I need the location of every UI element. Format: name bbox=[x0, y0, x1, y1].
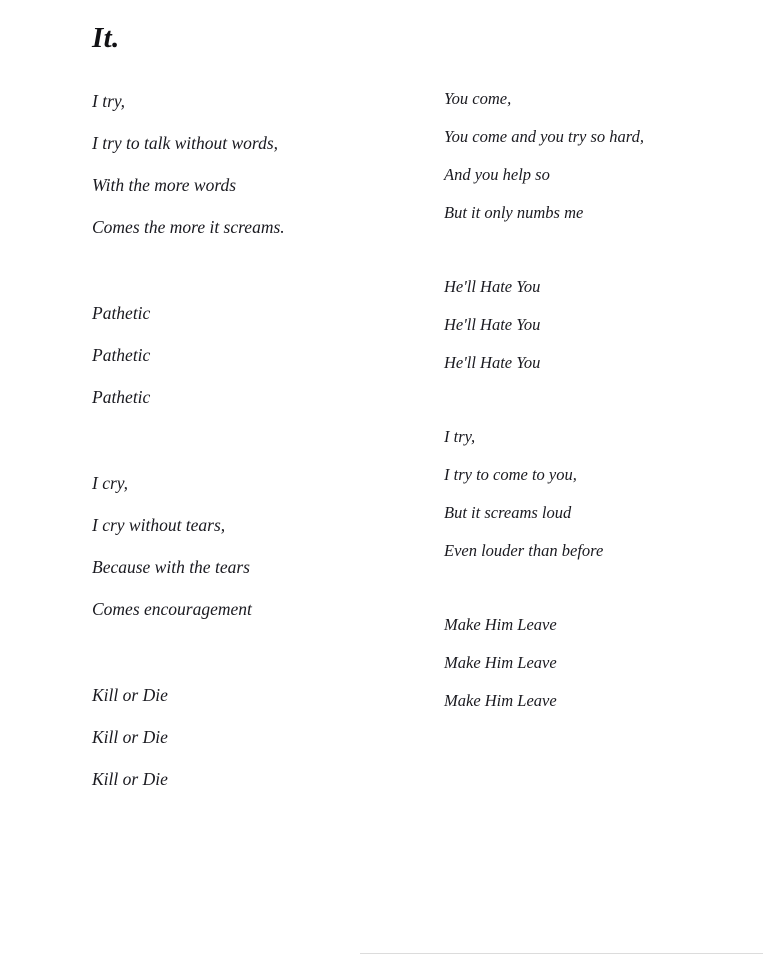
poem-line: Make Him Leave bbox=[444, 615, 557, 634]
stanza bbox=[444, 418, 744, 570]
poem-line: Pathetic bbox=[92, 345, 151, 365]
right-column bbox=[444, 80, 744, 756]
poem-line: I cry without tears, bbox=[92, 515, 226, 535]
stanza bbox=[92, 292, 422, 418]
poem-line: Even louder than before bbox=[444, 541, 604, 560]
poem-line: Comes the more it screams. bbox=[92, 217, 285, 237]
stanza bbox=[92, 80, 422, 248]
poem-line: Because with the tears bbox=[92, 557, 250, 577]
poem-line: Make Him Leave bbox=[444, 653, 557, 672]
poem-line: Make Him Leave bbox=[444, 691, 557, 710]
stanza bbox=[92, 674, 422, 800]
page-divider bbox=[360, 953, 763, 954]
stanza bbox=[444, 606, 744, 720]
stanza bbox=[92, 462, 422, 630]
poem-line: Kill or Die bbox=[92, 685, 168, 705]
poem-line: I cry, bbox=[92, 473, 128, 493]
page-title: It. bbox=[92, 22, 120, 54]
stanza bbox=[444, 268, 744, 382]
stanza bbox=[444, 80, 744, 232]
poem-line: Pathetic bbox=[92, 303, 151, 323]
poem-line: But it screams loud bbox=[444, 503, 572, 522]
poem-line: And you help so bbox=[444, 165, 550, 184]
poem-line: Pathetic bbox=[92, 387, 151, 407]
poem-line: Comes encouragement bbox=[92, 599, 252, 619]
left-column bbox=[92, 80, 422, 844]
poem-line: You come and you try so hard, bbox=[444, 127, 644, 146]
poem-line: He'll Hate You bbox=[444, 353, 541, 372]
poem-line: You come, bbox=[444, 89, 512, 108]
poem-line: Kill or Die bbox=[92, 769, 168, 789]
poem-line: I try to come to you, bbox=[444, 465, 577, 484]
poem-line: But it only numbs me bbox=[444, 203, 584, 222]
poem-line: He'll Hate You bbox=[444, 277, 541, 296]
poem-line: I try, bbox=[444, 427, 476, 446]
poem-line: I try to talk without words, bbox=[92, 133, 279, 153]
poem-line: With the more words bbox=[92, 175, 237, 195]
poem-line: Kill or Die bbox=[92, 727, 168, 747]
poem-line: He'll Hate You bbox=[444, 315, 541, 334]
poem-line: I try, bbox=[92, 91, 126, 111]
